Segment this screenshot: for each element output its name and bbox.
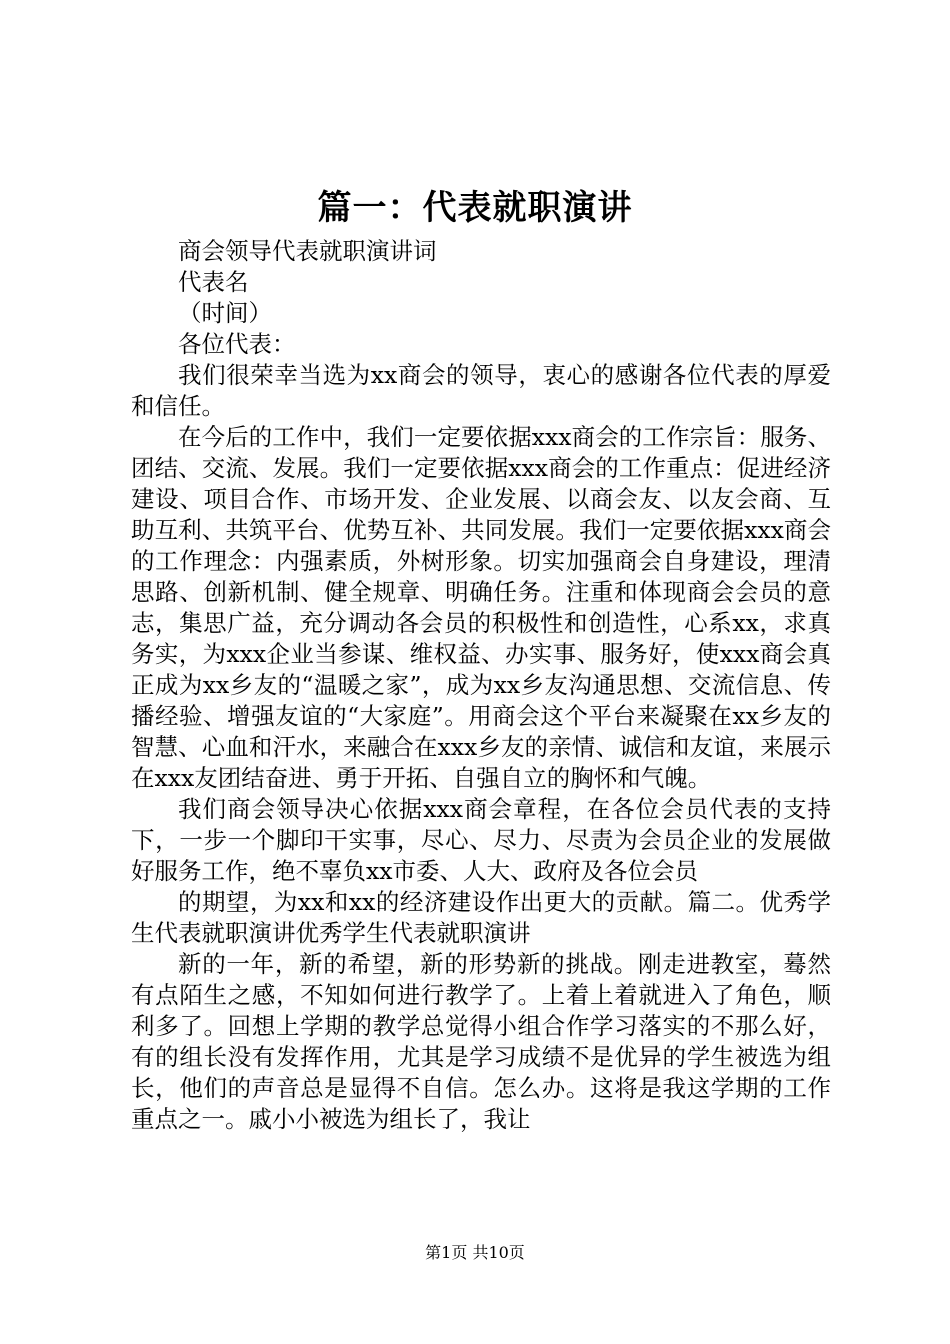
page-number-footer: 第1页 共10页 (425, 1243, 525, 1262)
paragraph-salutation: 各位代表： (178, 330, 296, 358)
paragraph: 我们商会领导决心依据xxx商会章程，在各位会员代表的支持下，一步一个脚印干实事，尽心、尽力、尽责为会员企业的发展做好服务工作，绝不辜负xx市委、人大、政府及各位会员 (131, 795, 831, 885)
document-title: 篇一：代表就职演讲 (317, 188, 633, 228)
paragraph-time: （时间） (178, 299, 272, 327)
paragraph: 的期望，为xx和xx的经济建设作出更大的贡献。篇二。优秀学生代表就职演讲优秀学生代表就职演讲 (131, 888, 831, 947)
paragraph-representative-name: 代表名 (178, 268, 249, 296)
paragraph: 我们很荣幸当选为xx商会的领导，衷心的感谢各位代表的厚爱和信任。 (131, 361, 831, 420)
paragraph-speech-heading: 商会领导代表就职演讲词 (178, 237, 437, 265)
document-body (131, 236, 831, 1135)
paragraph: 新的一年，新的希望，新的形势新的挑战。刚走进教室，蓦然有点陌生之感，不知如何进行教学了。上着上着就进入了角色，顺利多了。回想上学期的教学总觉得小组合作学习落实的不那么好，有的组长没有发挥作用，尤其是学习成绩不是优异的学生被选为组长，他们的声音总是显得不自信。怎么办。这将是我这学期的工作重点之一。戚小小被选为组长了，我让 (131, 950, 831, 1133)
paragraph: 在今后的工作中，我们一定要依据xxx商会的工作宗旨：服务、团结、交流、发展。我们一定要依据xxx商会的工作重点：促进经济建设、项目合作、市场开发、企业发展、以商会友、以友会商、互助互利、共筑平台、优势互补、共同发展。我们一定要依据xxx商会的工作理念：内强素质，外树形象。切实加强商会自身建设，理清思路、创新机制、健全规章、明确任务。注重和体现商会会员的意志，集思广益，充分调动各会员的积极性和创造性，心系xx，求真务实，为xxx企业当参谋、维权益、办实事、服务好，使xxx商会真正成为xx乡友的“温暖之家”，成为xx乡友沟通思想、交流信息、传播经验、增强友谊的“大家庭”。用商会这个平台来凝聚在xx乡友的智慧、心血和汗水，来融合在xxx乡友的亲情、诚信和友谊，来展示在xxx友团结奋进、勇于开拓、自强自立的胸怀和气魄。 (131, 423, 831, 792)
